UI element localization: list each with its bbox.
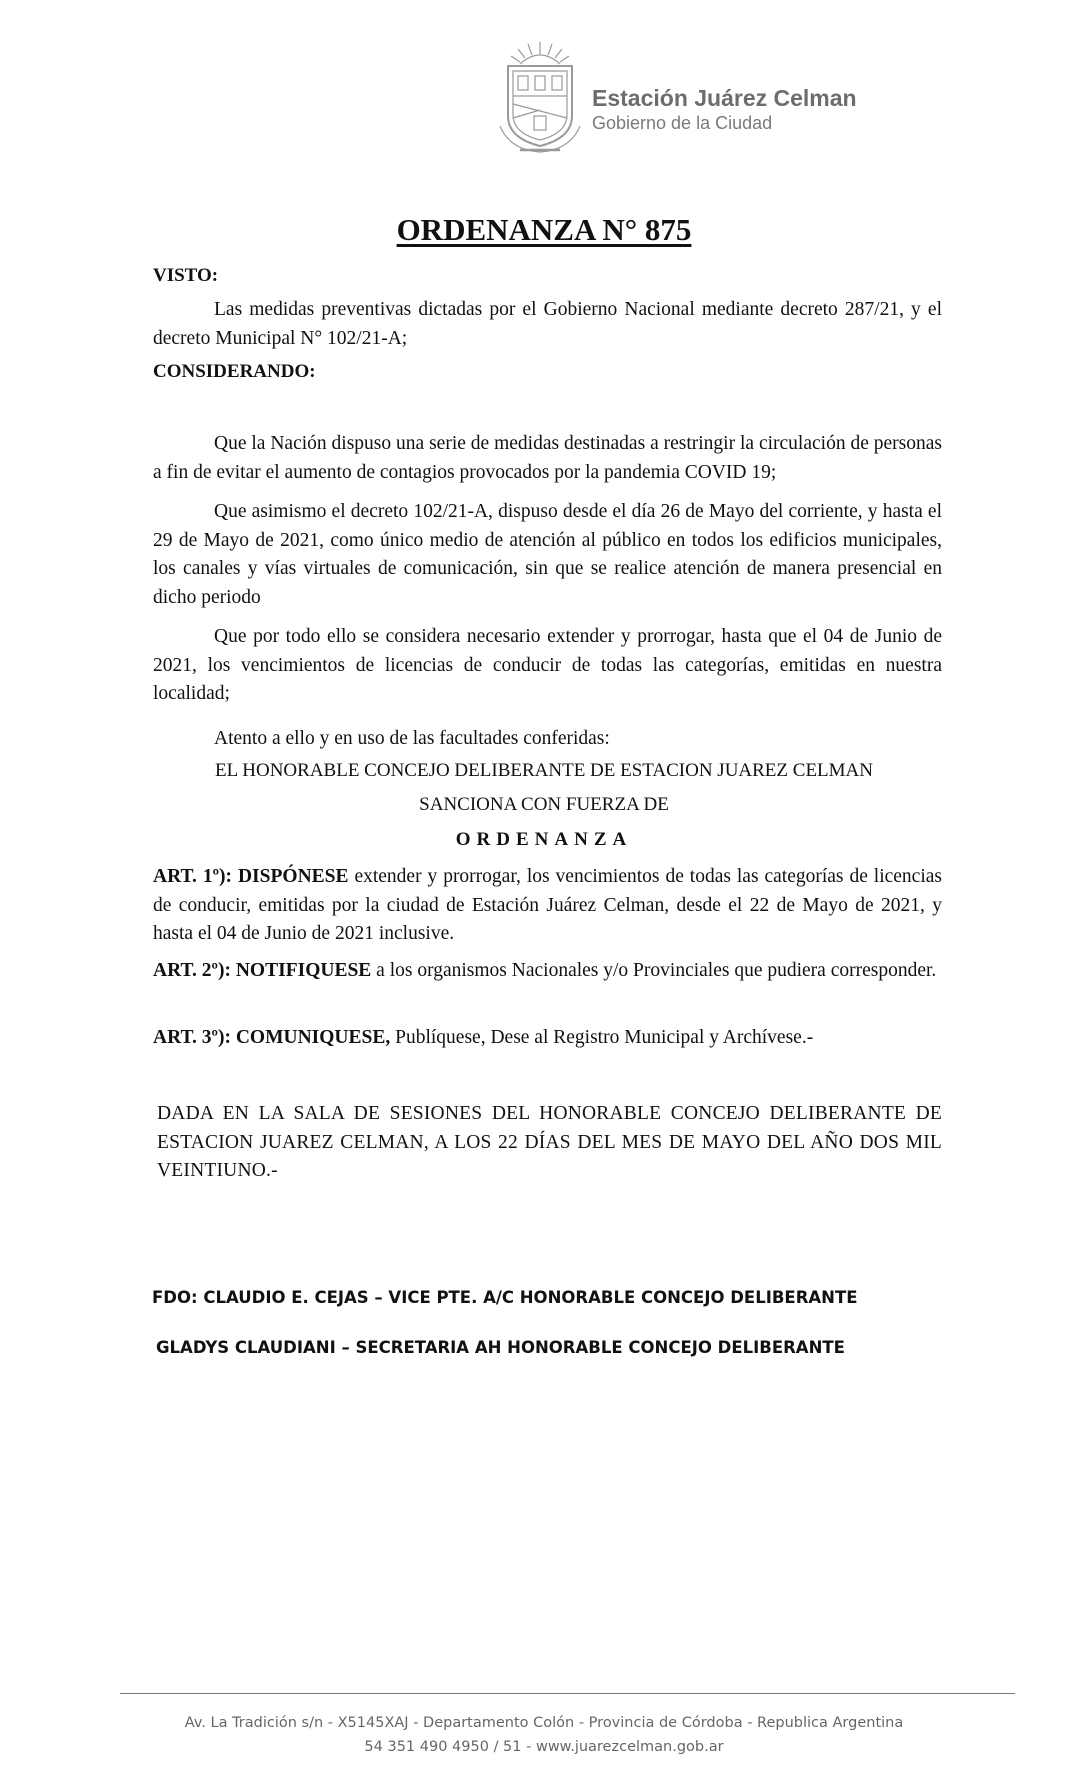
article-1 (153, 863, 942, 949)
article-2 (153, 957, 942, 986)
visto-heading: VISTO: (153, 265, 219, 286)
considerando-paragraph-3-wrap (153, 623, 942, 709)
sanction-line-1: EL HONORABLE CONCEJO DELIBERANTE DE ESTACION JUAREZ CELMAN (215, 760, 873, 781)
signature-line-2: GLADYS CLAUDIANI – SECRETARIA AH HONORABLE CONCEJO DELIBERANTE (156, 1338, 845, 1357)
footer-address: Av. La Tradición s/n - X5145XAJ - Departamento Colón - Provincia de Córdoba - Republica Argentina (184, 1715, 904, 1731)
article-label: ART. 3º): (153, 1027, 231, 1048)
org-name: Estación Juárez Celman (592, 85, 857, 111)
document-title: ORDENANZA N° 875 (396, 212, 692, 247)
considerando-paragraph-2-wrap (153, 498, 942, 612)
municipal-shield-logo (490, 38, 590, 156)
visto-section (153, 265, 942, 287)
article-3 (153, 1024, 942, 1053)
dada-text: DADA EN LA SALA DE SESIONES DEL HONORABLE CONCEJO DELIBERANTE DE ESTACION JUAREZ CELMAN, A LOS 22 DÍAS DEL MES DE MAYO DEL AÑO DOS MIL VEINTIUNO.- (157, 1103, 942, 1181)
considerando-paragraph: Que la Nación dispuso una serie de medidas destinadas a restringir la circulación de personas a fin de evitar el aumento de contagios provocados por la pandemia COVID 19; (153, 433, 942, 483)
article-verb: COMUNIQUESE, (235, 1027, 391, 1048)
sanction-line-2: SANCIONA CON FUERZA DE (419, 794, 669, 815)
visto-body (153, 296, 942, 353)
dada-wrap (157, 1100, 942, 1186)
atento-wrap (153, 725, 942, 754)
visto-text: Las medidas preventivas dictadas por el Gobierno Nacional mediante decreto 287/21, y el decreto Municipal N° 102/21-A; (153, 299, 942, 349)
footer-contact: 54 351 490 4950 / 51 - www.juarezcelman.gob.ar (364, 1739, 724, 1755)
considerando-heading: CONSIDERANDO: (153, 361, 316, 382)
article-text: extender y prorrogar, los vencimientos de todas las categorías de licencias de conducir, emitidas por la ciudad de Estación Juárez Celman, desde el 22 de Mayo de 2021, y hasta el 04 de Junio de 2021 inclusive. (153, 866, 943, 944)
article-text: Publíquese, Dese al Registro Municipal y Archívese.- (390, 1027, 814, 1048)
article-verb: NOTIFIQUESE (235, 960, 372, 981)
sanction-line-3: ORDENANZA (455, 829, 633, 850)
article-verb: DISPÓNESE (237, 866, 349, 887)
signature-line-1: FDO: CLAUDIO E. CEJAS – VICE PTE. A/C HONORABLE CONCEJO DELIBERANTE (152, 1288, 858, 1307)
org-subtitle: Gobierno de la Ciudad (592, 113, 773, 133)
footer-divider (120, 1693, 1015, 1694)
considerando-section (153, 361, 942, 383)
article-label: ART. 1º): (153, 866, 233, 887)
article-text: a los organismos Nacionales y/o Provinciales que pudiera corresponder. (371, 960, 937, 981)
considerando-paragraph: Que asimismo el decreto 102/21-A, dispuso desde el día 26 de Mayo del corriente, y hasta el 29 de Mayo de 2021, como único medio de atención al público en todos los edificios municipales, los canales y vías virtuales de comunicación, sin que se realice atención de manera presencial en dicho periodo (153, 501, 942, 608)
article-label: ART. 2º): (153, 960, 231, 981)
atento-text: Atento a ello y en uso de las facultades conferidas: (214, 728, 610, 749)
letterhead (490, 38, 890, 158)
considerando-paragraph: Que por todo ello se considera necesario extender y prorrogar, hasta que el 04 de Junio de 2021, los vencimientos de licencias de conducir de todas las categorías, emitidas en nuestra localidad; (153, 626, 942, 704)
considerando-paragraph-1-wrap (153, 430, 942, 487)
